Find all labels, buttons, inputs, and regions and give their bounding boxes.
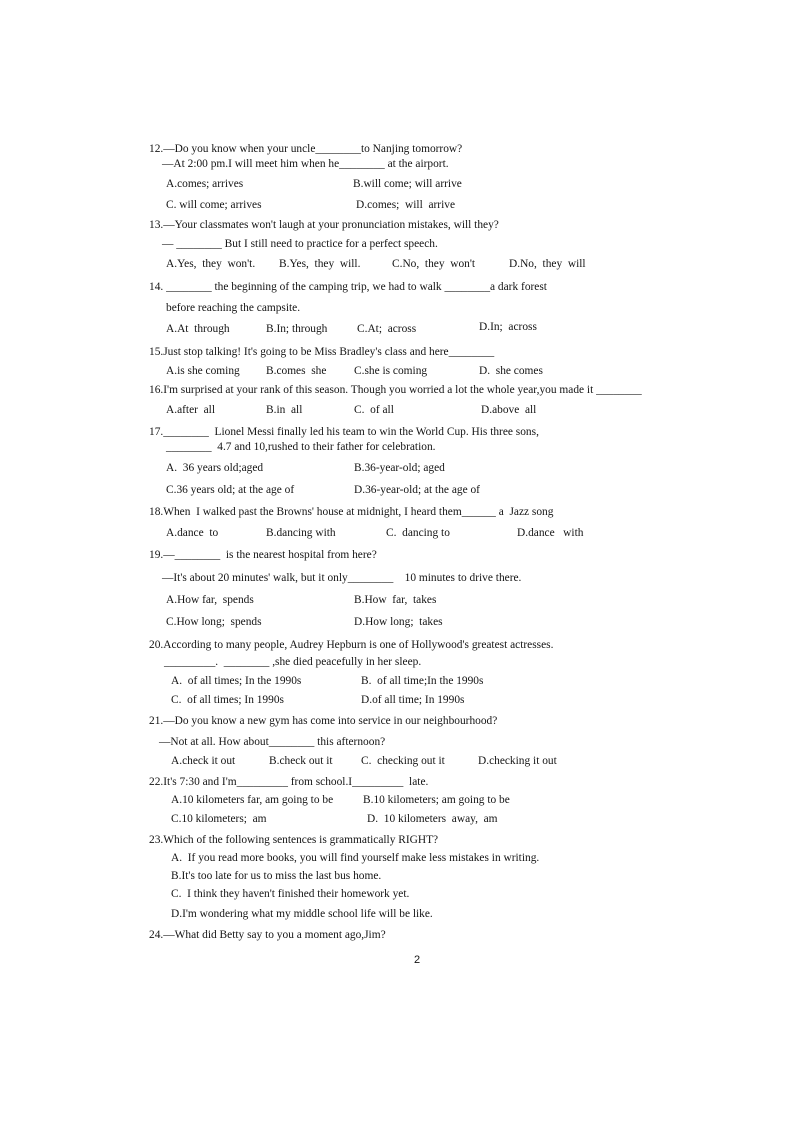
text-line: 12.—Do you know when your uncle________to Nanjing tomorrow?	[149, 143, 463, 155]
text-line: B.Yes, they will.	[279, 258, 361, 270]
text-line: A. 36 years old;aged	[166, 462, 264, 474]
text-line: D.above all	[481, 404, 537, 416]
text-line: A.10 kilometers far, am going to be	[171, 794, 334, 806]
text-line: A.dance to	[166, 527, 219, 539]
text-line: C.36 years old; at the age of	[166, 484, 295, 496]
text-line: C. I think they haven't finished their homework yet.	[171, 888, 410, 900]
text-line: _________. ________ ,she died peacefully in her sleep.	[164, 656, 422, 668]
text-line: 20.According to many people, Audrey Hepburn is one of Hollywood's greatest actresses.	[149, 639, 554, 651]
text-line: B.will come; will arrive	[353, 178, 462, 190]
text-line: A.At through	[166, 323, 230, 335]
text-line: 24.—What did Betty say to you a moment ago,Jim?	[149, 929, 386, 941]
text-line: D.No, they will	[509, 258, 586, 270]
text-line: 21.—Do you know a new gym has come into service in our neighbourhood?	[149, 715, 498, 727]
text-line: 15.Just stop talking! It's going to be Miss Bradley's class and here________	[149, 346, 495, 358]
text-line: —Not at all. How about________ this afternoon?	[159, 736, 386, 748]
text-line: D.checking it out	[478, 755, 557, 767]
text-line: C. of all	[354, 404, 394, 416]
text-line: A.after all	[166, 404, 216, 416]
text-line: 17.________ Lionel Messi finally led his team to win the World Cup. His three sons,	[149, 426, 539, 438]
text-line: A. If you read more books, you will find yourself make less mistakes in writing.	[171, 852, 540, 864]
text-line: C.she is coming	[354, 365, 428, 377]
text-line: D.of all time; In 1990s	[361, 694, 465, 706]
text-line: 16.I'm surprised at your rank of this season. Though you worried a lot the whole year,you made it ________	[149, 384, 642, 396]
text-line: D. she comes	[479, 365, 543, 377]
text-line: D.How long; takes	[354, 616, 443, 628]
text-line: before reaching the campsite.	[166, 302, 301, 314]
text-line: C.How long; spends	[166, 616, 262, 628]
text-line: 22.It's 7:30 and I'm_________ from school.I_________ late.	[149, 776, 429, 788]
text-line: 19.—________ is the nearest hospital from here?	[149, 549, 377, 561]
text-line: A.Yes, they won't.	[166, 258, 256, 270]
text-line: A.How far, spends	[166, 594, 254, 606]
text-line: D.36-year-old; at the age of	[354, 484, 480, 496]
text-line: ________ 4.7 and 10,rushed to their father for celebration.	[166, 441, 436, 453]
text-line: B.How far, takes	[354, 594, 437, 606]
text-line: C.At; across	[357, 323, 417, 335]
text-line: 23.Which of the following sentences is grammatically RIGHT?	[149, 834, 439, 846]
text-line: B.It's too late for us to miss the last bus home.	[171, 870, 382, 882]
text-line: A.is she coming	[166, 365, 240, 377]
text-line: C. dancing to	[386, 527, 450, 539]
text-line: D.I'm wondering what my middle school life will be like.	[171, 908, 433, 920]
text-line: A.check it out	[171, 755, 236, 767]
text-line: B.dancing with	[266, 527, 336, 539]
text-line: A.comes; arrives	[166, 178, 244, 190]
text-line: D.dance with	[517, 527, 584, 539]
text-line: A. of all times; In the 1990s	[171, 675, 302, 687]
text-line: B. of all time;In the 1990s	[361, 675, 484, 687]
text-line: 13.—Your classmates won't laugh at your pronunciation mistakes, will they?	[149, 219, 499, 231]
text-line: B.10 kilometers; am going to be	[363, 794, 510, 806]
text-line: 14. ________ the beginning of the camping trip, we had to walk ________a dark forest	[149, 281, 547, 293]
text-line: C. will come; arrives	[166, 199, 262, 211]
text-line: B.check out it	[269, 755, 333, 767]
text-line: D. 10 kilometers away, am	[367, 813, 498, 825]
text-line: B.36-year-old; aged	[354, 462, 445, 474]
text-line: —At 2:00 pm.I will meet him when he________ at the airport.	[162, 158, 449, 170]
text-line: C.No, they won't	[392, 258, 476, 270]
text-line: C.10 kilometers; am	[171, 813, 267, 825]
text-line: —It's about 20 minutes' walk, but it only________ 10 minutes to drive there.	[162, 572, 522, 584]
text-line: C. of all times; In 1990s	[171, 694, 284, 706]
text-line: B.comes she	[266, 365, 327, 377]
page-number: 2	[414, 954, 421, 966]
text-line: D.In; across	[479, 321, 537, 333]
text-line: 18.When I walked past the Browns' house at midnight, I heard them______ a Jazz song	[149, 506, 554, 518]
text-line: B.in all	[266, 404, 303, 416]
text-line: C. checking out it	[361, 755, 445, 767]
text-line: — ________ But I still need to practice for a perfect speech.	[162, 238, 438, 250]
text-line: B.In; through	[266, 323, 328, 335]
text-line: D.comes; will arrive	[356, 199, 456, 211]
